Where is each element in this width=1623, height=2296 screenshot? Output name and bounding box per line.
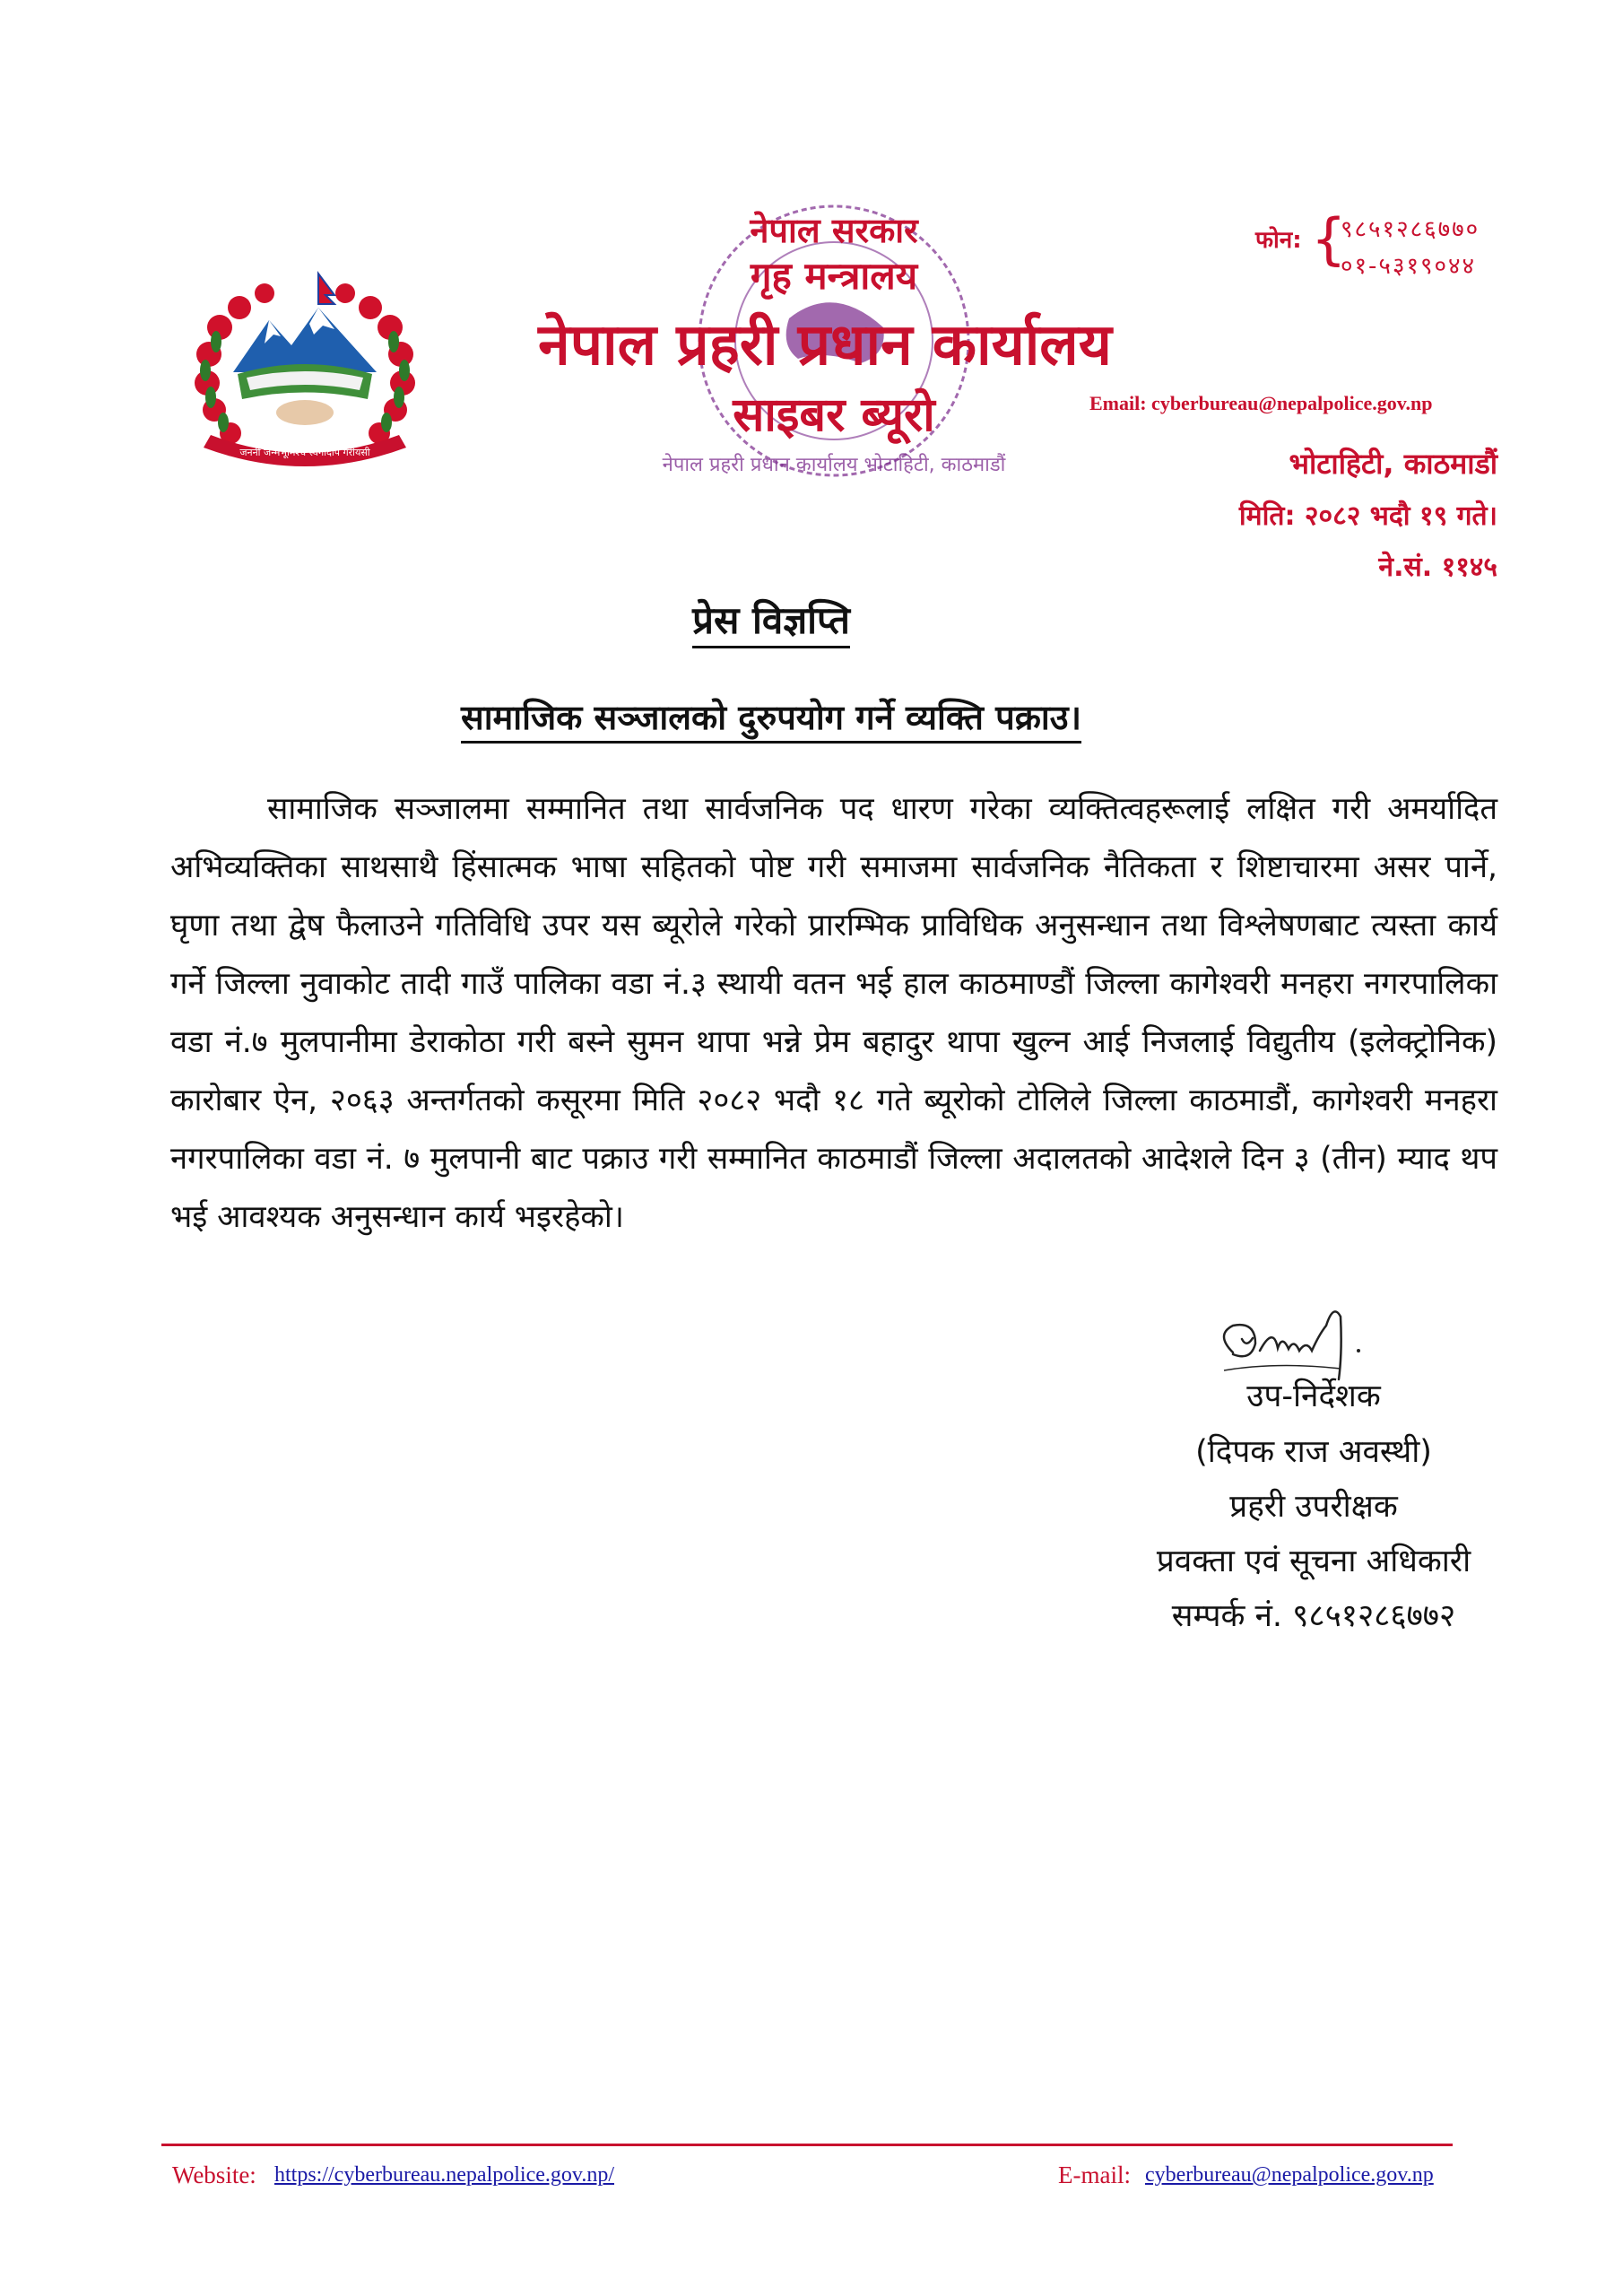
footer-email-link[interactable]: cyberbureau@nepalpolice.gov.np <box>1145 2163 1434 2187</box>
signatory-name: (दिपक राज अवस्थी) <box>1195 1434 1432 1470</box>
footer-divider <box>161 2144 1453 2146</box>
footer-website-label: Website: <box>172 2161 256 2188</box>
signatory-rank: प्रहरी उपरीक्षक <box>1229 1489 1398 1525</box>
press-release-title <box>0 594 1542 645</box>
office-location: भोटाहिटी, काठमाडौं <box>1289 447 1497 481</box>
emblem-motto: जननी जन्मभूमिश्च स्वर्गादपि गरीयसी <box>239 447 370 458</box>
phone-number-1: ९८५१२८६७७० <box>1341 216 1480 243</box>
footer-email-label: E-mail: <box>1058 2161 1131 2188</box>
press-release-subject <box>0 693 1542 740</box>
bureau-name: साइबर ब्यूरो <box>733 388 935 442</box>
press-release-subject-text: सामाजिक सञ्जालको दुरुपयोग गर्ने व्यक्ति पक्राउ। <box>461 698 1081 744</box>
nepal-sambat-date: ने.सं. ११४५ <box>1378 552 1497 583</box>
header-email: Email: cyberbureau@nepalpolice.gov.np <box>1089 392 1433 414</box>
nepal-emblem-logo <box>184 265 426 475</box>
stamp-text: नेपाल प्रहरी प्रधान कार्यालय भोटाहिटी, काठमाडौं <box>662 454 1006 476</box>
office-name: नेपाल प्रहरी प्रधान कार्यालय <box>538 312 1112 378</box>
signatory-role: प्रवक्ता एवं सूचना अधिकारी <box>1156 1544 1471 1579</box>
press-release-body: सामाजिक सञ्जालमा सम्मानित तथा सार्वजनिक पद धारण गरेका व्यक्तित्वहरूलाई लक्षित गरी अमर्यादित अभिव्यक्तिका साथसाथै हिंसात्मक भाषा सहितको पोष्ट गरी समाजमा सार्वजनिक नैतिकता र शिष्टाचारमा असर पार्ने, घृणा तथा द्वेष फैलाउने गतिविधि उपर यस ब्यूरोले गरेको प्रारम्भिक प्राविधिक अनुसन्धान तथा विश्लेषणबाट त्यस्ता कार्य गर्ने जिल्ला नुवाकोट तादी गाउँ पालिका वडा नं.३ स्थायी वतन भई हाल काठमाण्डौं जिल्ला कागेश्वरी मनहरा नगरपालिका वडा नं.७ मुलपानीमा डेराकोठा गरी बस्ने सुमन थापा भन्ने प्रेम बहादुर थापा खुल्न आई निजलाई विद्युतीय (इलेक्ट्रोनिक) कारोबार ऐन, २०६३ अन्तर्गतको कसूरमा मिति २०८२ भदौ १८ गते ब्यूरोको टोलिले जिल्ला काठमाडौं, कागेश्वरी मनहरा नगरपालिका वडा नं. ७ मुलपानी बाट पक्राउ गरी सम्मानित काठमाडौं जिल्ला अदालतको आदेशले दिन ३ (तीन) म्याद थप भई आवश्यक अनुसन्धान कार्य भइरहेको। <box>170 791 1497 1235</box>
phone-brace-icon: { <box>1311 206 1347 272</box>
ministry-name: गृह मन्त्रालय <box>750 254 918 298</box>
phone-number-2: ०१-५३१९०४४ <box>1341 253 1477 280</box>
press-release-title-text: प्रेस विज्ञप्ति <box>692 598 850 648</box>
phone-label: फोन: <box>1255 227 1302 254</box>
signatory-designation: उप-निर्देशक <box>1246 1378 1381 1414</box>
footer-website-link[interactable]: https://cyberbureau.nepalpolice.gov.np/ <box>274 2163 614 2187</box>
signatory-contact: सम्पर्क नं. ९८५१२८६७७२ <box>1171 1598 1456 1634</box>
government-name: नेपाल सरकार <box>750 211 918 250</box>
document-date: मिति: २०८२ भदौ १९ गते। <box>1238 500 1497 532</box>
